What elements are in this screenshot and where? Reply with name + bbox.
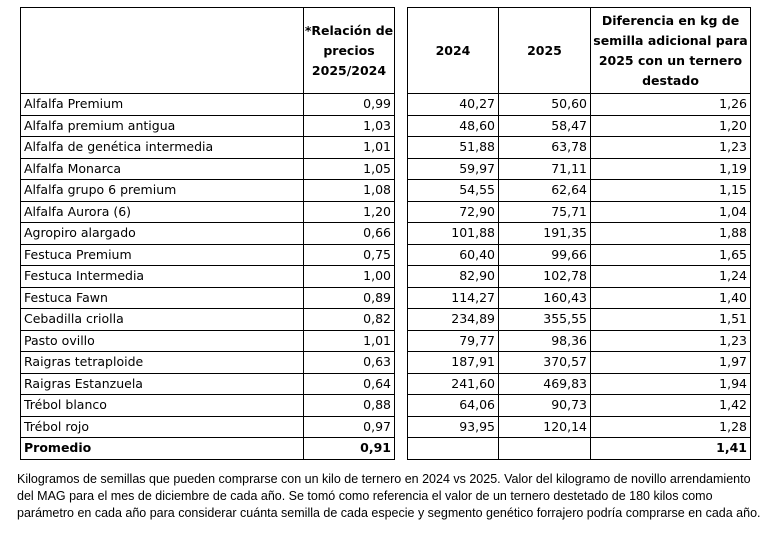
difference-cell: 1,24 [591, 266, 751, 288]
species-cell: Trébol rojo [21, 416, 304, 438]
difference-cell: 1,26 [591, 94, 751, 116]
kg-2025-cell: 191,35 [499, 223, 591, 245]
header-species [21, 8, 304, 94]
header-2025: 2025 [499, 8, 591, 94]
table-row [21, 395, 395, 417]
table-row [21, 330, 395, 352]
species-cell: Alfalfa premium antigua [21, 115, 304, 137]
kg-2024-cell: 241,60 [408, 373, 499, 395]
species-cell: Alfalfa Aurora (6) [21, 201, 304, 223]
difference-cell: 1,94 [591, 373, 751, 395]
difference-cell: 1,51 [591, 309, 751, 331]
header-price-ratio: *Relación de precios 2025/2024 [304, 8, 395, 94]
kg-2025-cell: 58,47 [499, 115, 591, 137]
table-row [21, 223, 395, 245]
ratio-cell: 1,01 [304, 137, 395, 159]
seed-kg-table [407, 7, 751, 460]
table-row [21, 201, 395, 223]
species-cell: Trébol blanco [21, 395, 304, 417]
difference-cell: 1,23 [591, 137, 751, 159]
table-caption: Kilogramos de semillas que pueden comprarse con un kilo de ternero en 2024 vs 2025. Valor del kilogramo de novillo arrendamiento del MAG para el mes de diciembre de cada año. Se tomó como referencia el valor de un ternero destetado de 180 kilos como parámetro en cada año para considerar cuánta semilla de cada especie y segmento genético forrajero podría comprarse en cada año. [17, 472, 761, 520]
table-row [21, 137, 395, 159]
ratio-cell: 0,64 [304, 373, 395, 395]
average-row [408, 438, 751, 460]
kg-2024-cell: 64,06 [408, 395, 499, 417]
table-row [21, 373, 395, 395]
header-difference: Diferencia en kg de semilla adicional para 2025 con un ternero destado [591, 8, 751, 94]
kg-2025-cell: 355,55 [499, 309, 591, 331]
table-row [408, 373, 751, 395]
kg-2024-cell: 59,97 [408, 158, 499, 180]
header-2024: 2024 [408, 8, 499, 94]
kg-2025-cell: 62,64 [499, 180, 591, 202]
kg-2024-cell: 187,91 [408, 352, 499, 374]
table-row [21, 244, 395, 266]
difference-cell: 1,40 [591, 287, 751, 309]
table-row [21, 287, 395, 309]
difference-cell: 1,65 [591, 244, 751, 266]
kg-2024-cell: 51,88 [408, 137, 499, 159]
difference-cell: 1,28 [591, 416, 751, 438]
species-cell: Agropiro alargado [21, 223, 304, 245]
kg-2025-cell: 120,14 [499, 416, 591, 438]
left-header-row [21, 8, 395, 94]
species-cell: Festuca Fawn [21, 287, 304, 309]
average-label: Promedio [21, 438, 304, 460]
kg-2025-cell: 50,60 [499, 94, 591, 116]
kg-2024-cell: 40,27 [408, 94, 499, 116]
kg-2024-cell: 93,95 [408, 416, 499, 438]
table-row [408, 94, 751, 116]
table-row [21, 180, 395, 202]
ratio-cell: 1,00 [304, 266, 395, 288]
table-row [21, 266, 395, 288]
table-row [21, 115, 395, 137]
table-row [408, 137, 751, 159]
kg-2024-cell: 72,90 [408, 201, 499, 223]
right-header-row [408, 8, 751, 94]
difference-cell: 1,42 [591, 395, 751, 417]
table-row [408, 330, 751, 352]
table-row [21, 352, 395, 374]
species-cell: Cebadilla criolla [21, 309, 304, 331]
ratio-cell: 0,99 [304, 94, 395, 116]
species-cell: Pasto ovillo [21, 330, 304, 352]
ratio-cell: 0,63 [304, 352, 395, 374]
ratio-cell: 0,88 [304, 395, 395, 417]
kg-2025-cell: 63,78 [499, 137, 591, 159]
species-cell: Alfalfa grupo 6 premium [21, 180, 304, 202]
species-cell: Alfalfa de genética intermedia [21, 137, 304, 159]
difference-cell: 1,20 [591, 115, 751, 137]
average-ratio: 0,91 [304, 438, 395, 460]
kg-2025-cell: 98,36 [499, 330, 591, 352]
ratio-cell: 1,01 [304, 330, 395, 352]
table-row [408, 115, 751, 137]
table-row [408, 309, 751, 331]
kg-2025-cell: 75,71 [499, 201, 591, 223]
ratio-cell: 1,08 [304, 180, 395, 202]
table-row [408, 416, 751, 438]
table-row [408, 180, 751, 202]
species-cell: Alfalfa Monarca [21, 158, 304, 180]
ratio-cell: 0,97 [304, 416, 395, 438]
price-ratio-table [20, 7, 395, 460]
average-2024 [408, 438, 499, 460]
table-row [21, 309, 395, 331]
difference-cell: 1,19 [591, 158, 751, 180]
species-cell: Festuca Intermedia [21, 266, 304, 288]
ratio-cell: 1,03 [304, 115, 395, 137]
average-2025 [499, 438, 591, 460]
ratio-cell: 1,20 [304, 201, 395, 223]
species-cell: Raigras Estanzuela [21, 373, 304, 395]
table-row [408, 266, 751, 288]
ratio-cell: 1,05 [304, 158, 395, 180]
table-row [408, 223, 751, 245]
average-difference: 1,41 [591, 438, 751, 460]
difference-cell: 1,15 [591, 180, 751, 202]
difference-cell: 1,97 [591, 352, 751, 374]
species-cell: Alfalfa Premium [21, 94, 304, 116]
kg-2024-cell: 114,27 [408, 287, 499, 309]
table-row [408, 352, 751, 374]
kg-2024-cell: 54,55 [408, 180, 499, 202]
kg-2024-cell: 48,60 [408, 115, 499, 137]
kg-2024-cell: 234,89 [408, 309, 499, 331]
table-row [408, 158, 751, 180]
kg-2025-cell: 370,57 [499, 352, 591, 374]
kg-2025-cell: 160,43 [499, 287, 591, 309]
table-row [21, 158, 395, 180]
difference-cell: 1,04 [591, 201, 751, 223]
kg-2025-cell: 71,11 [499, 158, 591, 180]
table-row [408, 201, 751, 223]
kg-2025-cell: 99,66 [499, 244, 591, 266]
table-row [21, 94, 395, 116]
kg-2024-cell: 82,90 [408, 266, 499, 288]
ratio-cell: 0,66 [304, 223, 395, 245]
kg-2025-cell: 90,73 [499, 395, 591, 417]
kg-2025-cell: 469,83 [499, 373, 591, 395]
difference-cell: 1,88 [591, 223, 751, 245]
ratio-cell: 0,75 [304, 244, 395, 266]
kg-2024-cell: 79,77 [408, 330, 499, 352]
table-row [408, 287, 751, 309]
kg-2024-cell: 101,88 [408, 223, 499, 245]
ratio-cell: 0,82 [304, 309, 395, 331]
species-cell: Festuca Premium [21, 244, 304, 266]
kg-2025-cell: 102,78 [499, 266, 591, 288]
species-cell: Raigras tetraploide [21, 352, 304, 374]
difference-cell: 1,23 [591, 330, 751, 352]
table-row [21, 416, 395, 438]
table-row [408, 244, 751, 266]
average-row [21, 438, 395, 460]
ratio-cell: 0,89 [304, 287, 395, 309]
kg-2024-cell: 60,40 [408, 244, 499, 266]
table-row [408, 395, 751, 417]
